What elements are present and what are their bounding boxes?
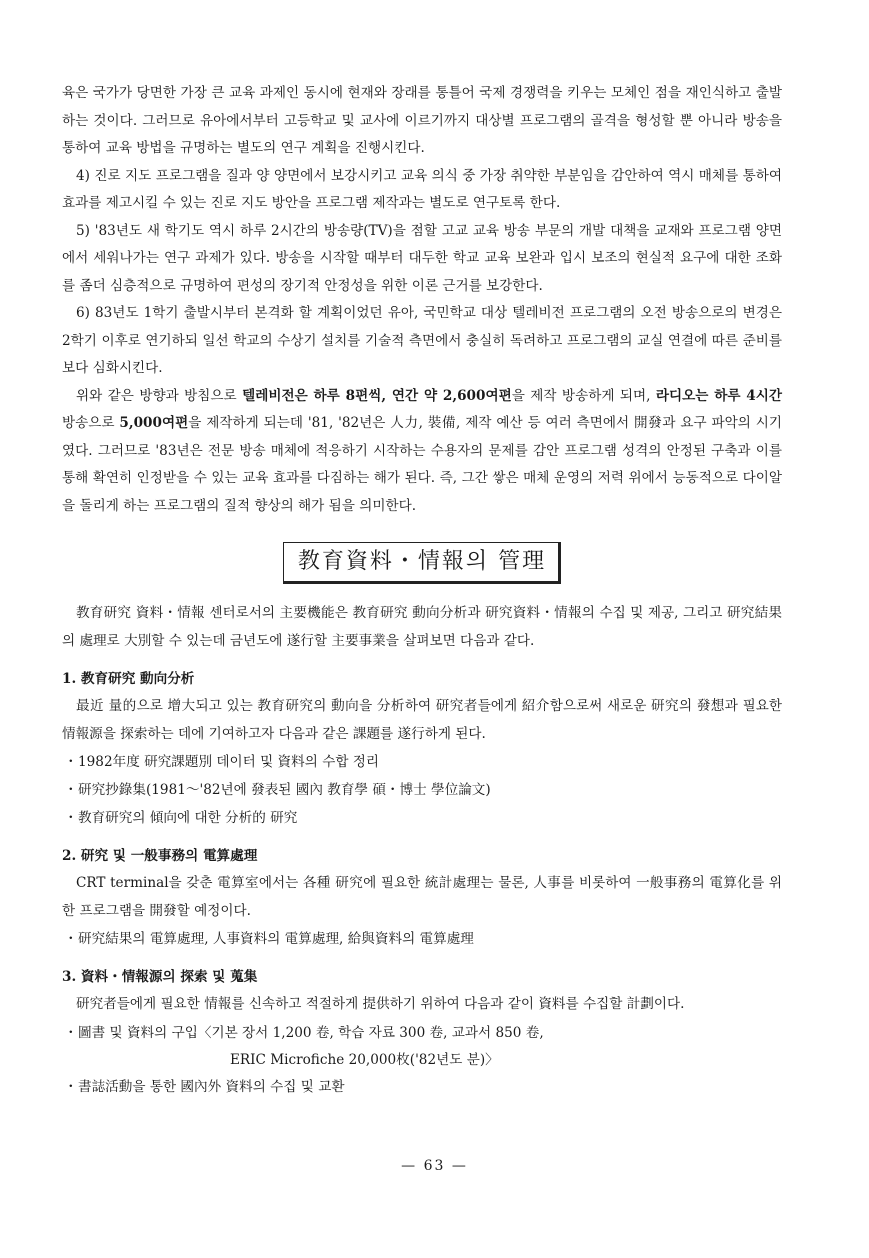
paragraph-6: 6) 83년도 1학기 출발시부터 본격화 할 계획이었던 유아, 국민학교 대상 텔레비전 프로그램의 오전 방송으로의 변경은 2학기 이후로 연기하되 일선 학교의 수상기 설치를 기술적 측면에서 충실히 독려하고 프로그램의 교실 연결에 따른 준비를 보다 심화시킨다. [62, 305, 782, 376]
section-2-list [62, 925, 782, 953]
section-3-list [62, 1019, 782, 1101]
list-item: ・書誌活動을 통한 國內外 資料의 수집 및 교환 [64, 1073, 782, 1101]
paragraph-4: 4) 진로 지도 프로그램을 질과 양 양면에서 보강시키고 교육 의식 중 가장 취약한 부분임을 감안하여 역시 매체를 통하여 효과를 제고시킬 수 있는 진로 지도 방안을 프로그램 제작과는 별도로 연구토록 한다. [62, 167, 782, 211]
heading-2: 2. 研究 및 一般事務의 電算處理 [62, 848, 258, 864]
section-2-body: CRT terminal을 갖춘 電算室에서는 各種 研究에 필요한 統計處理는 물론, 人事를 비롯하여 一般事務의 電算化를 위한 프로그램을 開發할 예정이다. [62, 875, 782, 919]
list-item: ・教育研究의 傾向에 대한 分析的 研究 [64, 804, 782, 832]
list-item: ・研究結果의 電算處理, 人事資料의 電算處理, 給與資料의 電算處理 [64, 925, 782, 953]
p7-text-e: 을 제작하게 되는데 '81, '82년은 人力, 裝備, 제작 예산 등 여러 측면에서 開發과 요구 파악의 시기였다. 그러므로 '83년은 전문 방송 매체에 적응하기 시작하는 수용자의 문제를 감안 프로그램 성격의 안정된 구축과 이를 통해 확연히 인정받을 수 있는 교육 효과를 다짐하는 해가 된다. 즉, 그간 쌓은 매체 운영의 저력 위에서 능동적으로 다이알을 돌리게 하는 프로그램의 질적 향상의 해가 됨을 의미한다. [62, 415, 782, 514]
bullet-mark: ・ [64, 1024, 78, 1041]
section-title: 教育資料・情報의 管理 [283, 542, 561, 584]
heading-3: 3. 資料・情報源의 探索 및 蒐集 [62, 969, 258, 985]
p7-bold-tv: 텔레비전은 하루 8편씩, 연간 약 2,600여편 [242, 387, 512, 404]
list-item: ・研究抄錄集(1981～'82년에 發表된 國內 教育學 碩・博士 學位論文) [64, 776, 782, 804]
p7-bold-radio: 라디오는 하루 4시간 [655, 387, 782, 404]
section-title-wrap [62, 542, 782, 584]
bullet-mark: ・ [64, 1078, 78, 1095]
list-item-continued: ERIC Microfiche 20,000枚('82년도 분)〉 [230, 1051, 499, 1068]
page-number: — 63 — [401, 1158, 468, 1174]
p7-bold-count: 5,000여편 [119, 415, 189, 431]
paragraph-5: 5) '83년도 새 학기도 역시 하루 2시간의 방송량(TV)을 점할 고교 교육 방송 부문의 개발 대책을 교재와 프로그램 양면에서 세워나가는 연구 과제가 있다. 방송을 시작할 때부터 대두한 학교 교육 보완과 입시 보조의 현실적 요구에 대한 조화를 좀더 심층적으로 규명하여 편성의 장기적 안정성을 위한 이론 근거를 보강한다. [62, 222, 782, 294]
bullet-mark: ・ [64, 782, 78, 798]
p7-text-a: 위와 같은 방향과 방침으로 [76, 387, 243, 404]
p7-text-d: 방송으로 [62, 415, 120, 431]
list-item: ・圖書 및 資料의 구입〈기본 장서 1,200 卷, 학습 자료 300 卷, 교과서 850 卷, [64, 1019, 782, 1047]
list-item: ・1982年度 研究課題別 데이터 및 資料의 수합 정리 [64, 748, 782, 776]
p7-text-c: 을 제작 방송하게 되며, [511, 387, 656, 404]
section-1-body: 最近 量的으로 增大되고 있는 教育研究의 動向을 分析하여 研究者들에게 紹介함으로써 새로운 研究의 發想과 필요한 情報源을 探索하는 데에 기여하고자 다음과 같은 課題를 遂行하게 된다. [62, 698, 782, 742]
paragraph-continued: 육은 국가가 당면한 가장 큰 교육 과제인 동시에 현재와 장래를 통틀어 국제 경쟁력을 키우는 모체인 점을 재인식하고 출발하는 것이다. 그러므로 유아에서부터 고등학교 및 교사에 이르기까지 대상별 프로그램의 골격을 형성할 뿐 아니라 방송을 통하여 교육 방법을 규명하는 별도의 연구 계획을 진행시킨다. [62, 85, 782, 156]
section-3-body: 研究者들에게 필요한 情報를 신속하고 적절하게 提供하기 위하여 다음과 같이 資料를 수집할 計劃이다. [76, 996, 685, 1012]
heading-1: 1. 教育研究 動向分析 [62, 671, 195, 687]
section-intro: 教育研究 資料・情報 센터로서의 主要機能은 教育研究 動向分析과 研究資料・情報의 수집 및 제공, 그리고 研究結果의 處理로 大別할 수 있는데 금년도에 遂行할 主要事業을 살펴보면 다음과 같다. [62, 605, 782, 649]
bullet-mark: ・ [64, 931, 78, 947]
page-body [62, 80, 782, 1101]
section-1-list [62, 748, 782, 832]
bullet-mark: ・ [64, 754, 78, 770]
paragraph-7 [62, 383, 782, 521]
bullet-mark: ・ [64, 810, 78, 826]
